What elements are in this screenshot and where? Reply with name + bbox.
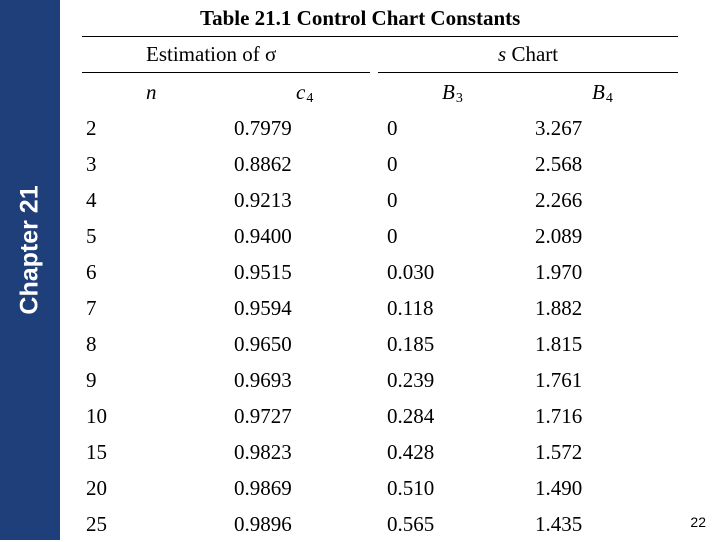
cell-c4: 0.8862 [234,152,292,176]
cell-c4: 0.7979 [234,116,292,140]
cell-c4: 0.9594 [234,296,292,320]
cell-b3: 0.185 [387,332,435,356]
table-title: Table 21.1 Control Chart Constants [200,6,521,30]
cell-n: 7 [86,296,97,320]
estimation-prefix: Estimation of [146,42,260,66]
cell-c4: 0.9693 [234,368,292,392]
col-header-c4 [296,80,313,105]
sigma-symbol: σ [265,42,277,66]
cell-n: 3 [86,152,97,176]
cell-b4: 1.716 [535,404,583,428]
cell-n: 9 [86,368,97,392]
chapter-label: Chapter 21 [15,185,44,315]
cell-b3: 0.565 [387,512,435,536]
cell-b4: 1.882 [535,296,583,320]
s-chart-word: Chart [511,42,559,66]
estimation-group-header [146,42,276,67]
col-header-b4 [592,80,613,105]
cell-n: 15 [86,440,107,464]
b4-letter: B [592,80,605,104]
cell-c4: 0.9515 [234,260,292,284]
cell-n: 2 [86,116,97,140]
cell-n: 8 [86,332,97,356]
cell-b3: 0.510 [387,476,435,500]
cell-b3: 0.428 [387,440,435,464]
cell-n: 5 [86,224,97,248]
cell-b4: 1.761 [535,368,583,392]
s-symbol: s [498,42,507,66]
cell-b4: 1.970 [535,260,583,284]
b3-letter: B [442,80,455,104]
cell-b4: 2.568 [535,152,583,176]
cell-b3: 0 [387,116,398,140]
cell-n: 6 [86,260,97,284]
cell-n: 4 [86,188,97,212]
cell-b4: 1.815 [535,332,583,356]
cell-c4: 0.9650 [234,332,292,356]
cell-c4: 0.9869 [234,476,292,500]
s-chart-group-header [498,42,558,67]
s-chart-group-rule [378,72,678,73]
cell-c4: 0.9896 [234,512,292,536]
cell-b3: 0 [387,224,398,248]
cell-b3: 0.030 [387,260,435,284]
cell-b3: 0.118 [387,296,434,320]
cell-c4: 0.9727 [234,404,292,428]
cell-b3: 0.239 [387,368,435,392]
col-header-n: n [146,80,157,104]
cell-b4: 2.089 [535,224,583,248]
b4-subscript: 4 [605,91,613,106]
cell-b3: 0.284 [387,404,435,428]
cell-b4: 1.572 [535,440,583,464]
cell-b4: 2.266 [535,188,583,212]
col-header-b3 [442,80,463,105]
cell-b4: 1.435 [535,512,583,536]
cell-n: 10 [86,404,107,428]
cell-n: 20 [86,476,107,500]
cell-c4: 0.9823 [234,440,292,464]
cell-b4: 1.490 [535,476,583,500]
chapter-sidebar [0,0,60,540]
c4-subscript: 4 [306,91,314,106]
cell-b3: 0 [387,188,398,212]
cell-b4: 3.267 [535,116,583,140]
c4-letter: c [296,80,306,104]
b3-subscript: 3 [455,91,463,106]
cell-b3: 0 [387,152,398,176]
cell-c4: 0.9213 [234,188,292,212]
title-underline [82,36,678,37]
cell-n: 25 [86,512,107,536]
estimation-group-rule [82,72,370,73]
cell-c4: 0.9400 [234,224,292,248]
page-number: 22 [690,514,706,530]
